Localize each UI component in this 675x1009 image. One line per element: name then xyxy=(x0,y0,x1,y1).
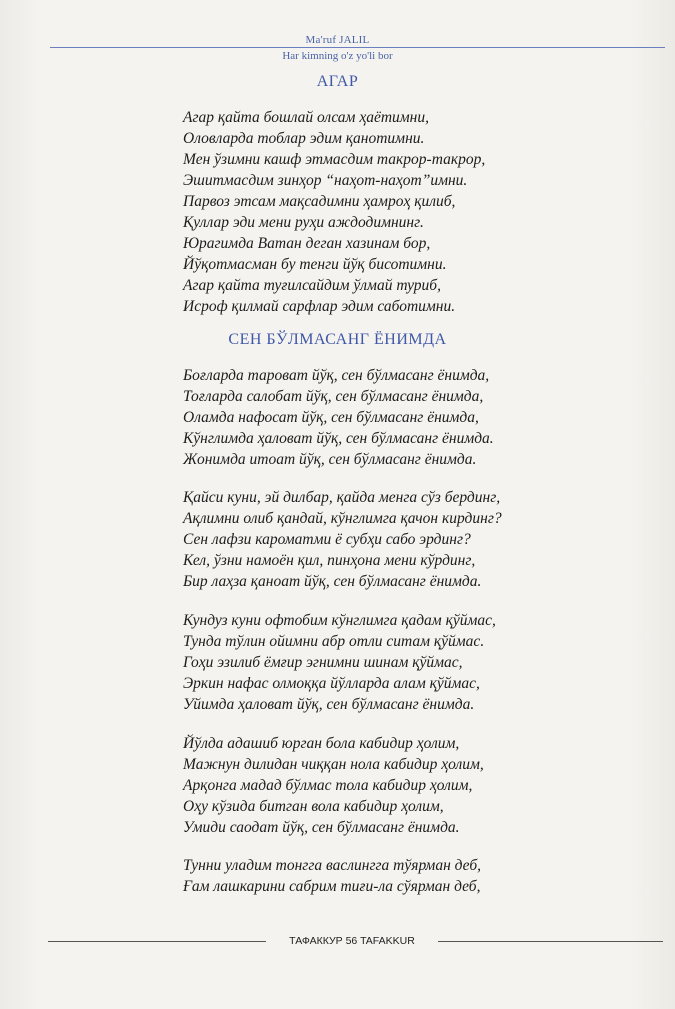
poem-line: Эркин нафас олмоққа йўлларда алам қўймас, xyxy=(183,675,480,692)
poem-line: Агар қайта туғилсайдим ўлмай туриб, xyxy=(183,277,441,294)
poem-stanza xyxy=(183,365,494,470)
page-footer xyxy=(0,932,675,952)
poem-line: Юрагимда Ватан деган хазинам бор, xyxy=(183,235,431,252)
poem-stanza xyxy=(183,487,502,592)
poem-line: Оҳу кўзида битган вола кабидир ҳолим, xyxy=(183,798,444,815)
poem-stanza xyxy=(183,107,485,317)
poem-line: Кундуз куни офтобим кўнглимга қадам қўймас, xyxy=(183,612,496,629)
poem-line: Оловларда тоблар эдим қанотимни. xyxy=(183,130,425,147)
poem-line: Тунда тўлин ойимни абр отли ситам қўймас. xyxy=(183,633,485,650)
poem-line: Исроф қилмай сарфлар эдим саботимни. xyxy=(183,298,456,315)
poem-stanza xyxy=(183,855,481,897)
poem-line: Оламда нафосат йўқ, сен бўлмасанг ёнимда, xyxy=(183,409,479,426)
poem-line: Боғларда таровaт йўқ, сен бўлмасанг ёнимда, xyxy=(183,367,490,384)
poem-line: Қайси куни, эй дилбар, қайда менга сўз бердинг, xyxy=(183,489,501,506)
poem-line: Мажнун дилидан чиққан нола кабидир ҳолим, xyxy=(183,756,484,773)
poem-line: Ақлимни олиб қандай, кўнглимга қачон кирдинг? xyxy=(183,510,502,527)
poem-line: Бир лаҳза қаноат йўқ, сен бўлмасанг ёнимда. xyxy=(183,573,482,590)
poem-line: Йўлда адашиб юрган бола кабидир ҳолим, xyxy=(183,735,460,752)
footer-page-number: ТАФАККУР 56 TAFAKKUR xyxy=(289,935,415,947)
poem-line: Йўқотмасман бу тенги йўқ бисотимни. xyxy=(183,256,447,273)
poem-line: Арқонга мадад бўлмас тола кабидир ҳолим, xyxy=(183,777,473,794)
header-author: Ma'ruf JALIL xyxy=(305,34,370,46)
poem-line: Қуллар эди мени руҳи аждодимнинг. xyxy=(183,214,424,231)
poem-line: Тоғларда салобат йўқ, сен бўлмасанг ёнимда, xyxy=(183,388,484,405)
poem-title: АГАР xyxy=(316,73,359,90)
poem-stanza xyxy=(183,610,496,715)
poem-line: Ғам лашкарини сабрим тиғи-ла сўярман деб, xyxy=(183,878,481,895)
poem-line: Мен ўзимни кашф этмасдим такрор-такрор, xyxy=(183,151,486,168)
header-book-title: Har kimning o'z yo'li bor xyxy=(282,50,393,62)
poem-line: Гоҳи эзилиб ёмғир эгнимни шинам қўймас, xyxy=(183,654,463,671)
poem-line: Кел, ўзни намоён қил, пинҳона мени кўрдинг, xyxy=(183,552,476,569)
poem-line: Кўнглимда ҳаловат йўқ, сен бўлмасанг ёнимда. xyxy=(183,430,494,447)
poem-line: Сен лафзи кароматми ё субҳи сабо эрдинг? xyxy=(183,531,471,548)
header-divider xyxy=(50,47,665,48)
poem-line: Уйимда ҳаловат йўқ, сен бўлмасанг ёнимда. xyxy=(183,696,475,713)
poem-line: Тунни уладим тонгга васлингга тўярман деб, xyxy=(183,857,482,874)
poem-line: Умиди саодат йўқ, сен бўлмасанг ёнимда. xyxy=(183,819,460,836)
poem-stanza xyxy=(183,733,484,838)
poem-line: Жонимда итоат йўқ, сен бўлмасанг ёнимда. xyxy=(183,451,477,468)
footer-divider-left xyxy=(48,941,266,942)
poem-title: СЕН БЎЛМАСАНГ ЁНИМДА xyxy=(228,331,447,348)
poem-line: Агар қайта бошлай олсам ҳаётимни, xyxy=(183,109,429,126)
poem-line: Эшитмасдим зинҳор “наҳот-наҳот”имни. xyxy=(183,172,468,189)
poem-line: Парвоз этсам мақсадимни ҳамроҳ қилиб, xyxy=(183,193,456,210)
footer-divider-right xyxy=(438,941,663,942)
